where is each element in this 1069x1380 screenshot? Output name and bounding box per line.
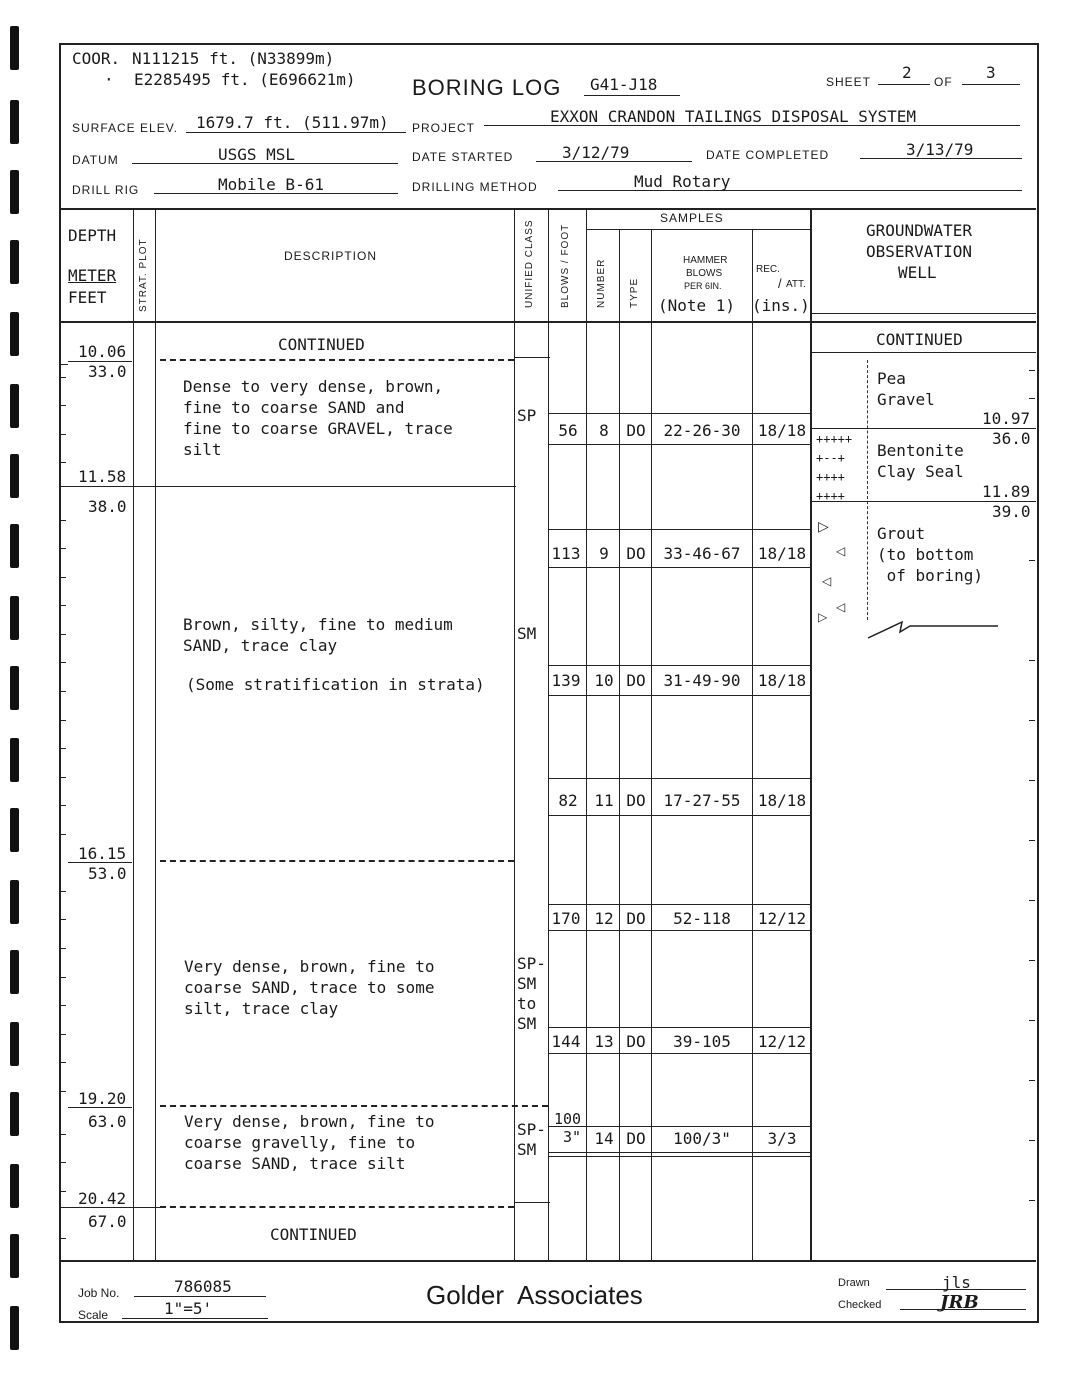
stratum-note: (Some stratification in strata)	[186, 675, 485, 694]
sample-type: DO	[626, 791, 646, 810]
depth-meter: 19.20	[78, 1089, 127, 1108]
scale-label: Scale	[78, 1308, 109, 1322]
sample-type: DO	[626, 1129, 646, 1148]
sample-number: 14	[594, 1129, 614, 1148]
surface-elev-label: SURFACE ELEV.	[72, 121, 178, 135]
surface-elev: 1679.7 ft. (511.97m)	[196, 113, 389, 132]
stratum-description: CONTINUED	[270, 1225, 357, 1244]
sample-type: DO	[626, 1032, 646, 1051]
col-hammer-3: PER 6IN.	[684, 281, 722, 291]
sample-number: 8	[599, 421, 609, 440]
depth-feet: 67.0	[88, 1212, 127, 1231]
sample-rec: 12/12	[757, 909, 807, 928]
col-type: TYPE	[629, 277, 640, 308]
well-depth-meter: 11.89	[982, 482, 1031, 501]
project-value: EXXON CRANDON TAILINGS DISPOSAL SYSTEM	[550, 107, 917, 126]
break-line-icon	[866, 612, 1002, 642]
sheet-total: 3	[986, 63, 996, 82]
project-label: PROJECT	[412, 121, 476, 135]
well-depth-feet: 36.0	[992, 429, 1031, 448]
stratum-description: Dense to very dense, brown, fine to coarse SAND and fine to coarse GRAVEL, trace silt	[183, 377, 453, 459]
datum-value: USGS MSL	[218, 145, 296, 164]
sample-rec: 18/18	[757, 791, 807, 810]
stratum-description: Very dense, brown, fine to coarse SAND, trace to some silt, trace clay	[184, 957, 435, 1018]
depth-meter: 11.58	[78, 467, 127, 486]
sample-blows: 56	[558, 421, 578, 440]
sample-type: DO	[626, 909, 646, 928]
col-rec-units: (ins.)	[752, 296, 810, 315]
depth-feet: 33.0	[88, 362, 127, 381]
well-continued: CONTINUED	[876, 330, 963, 349]
unified-class: SM	[517, 624, 537, 643]
date-started-label: DATE STARTED	[412, 150, 514, 164]
sample-blows: 170	[551, 909, 581, 928]
sheet-of-label: OF	[934, 75, 953, 89]
sample-type: DO	[626, 544, 646, 563]
coor-east: E2285495 ft. (E696621m)	[134, 70, 356, 89]
sample-hammer: 100/3"	[673, 1129, 731, 1148]
sample-rec: 18/18	[757, 421, 807, 440]
col-description: DESCRIPTION	[284, 249, 378, 263]
stratum-description: CONTINUED	[278, 335, 365, 354]
sample-blows: 139	[551, 671, 581, 690]
form-title: BORING LOG	[412, 75, 562, 100]
sample-hammer: 33-46-67	[663, 544, 741, 563]
col-unified-class: UNIFIED CLASS	[524, 219, 535, 308]
drilling-method-label: DRILLING METHOD	[412, 180, 538, 194]
sample-hammer: 22-26-30	[663, 421, 741, 440]
sample-number: 11	[594, 791, 614, 810]
sheet-label: SHEET	[826, 75, 872, 89]
well-depth-meter: 10.97	[982, 409, 1031, 428]
depth-feet: 38.0	[88, 497, 127, 516]
sample-type: DO	[626, 671, 646, 690]
stratum-description: Very dense, brown, fine to coarse gravelly, fine to coarse SAND, trace silt	[184, 1112, 435, 1173]
scale-value: 1"=5'	[164, 1299, 213, 1318]
col-hammer-note: (Note 1)	[658, 296, 736, 315]
col-rec: REC.	[756, 264, 780, 275]
sample-number: 10	[594, 671, 614, 690]
col-hammer-1: HAMMER	[683, 255, 728, 266]
drawn-value: jls	[942, 1273, 971, 1292]
job-number: 786085	[174, 1277, 232, 1296]
well-depth-feet: 39.0	[992, 502, 1031, 521]
sample-rec: 18/18	[757, 544, 807, 563]
drilling-method: Mud Rotary	[634, 172, 731, 191]
col-samples: SAMPLES	[660, 211, 724, 225]
col-meter: METER	[68, 266, 117, 285]
sample-rec: 12/12	[757, 1032, 807, 1051]
date-completed: 3/13/79	[906, 140, 974, 159]
coor-north: N111215 ft. (N33899m)	[132, 49, 335, 68]
depth-feet: 63.0	[88, 1112, 127, 1131]
drill-rig-label: DRILL RIG	[72, 183, 140, 197]
sheet-number: 2	[902, 63, 912, 82]
sample-blows: 100 3"	[554, 1110, 582, 1146]
coor-label: COOR.	[72, 49, 121, 68]
drawn-label: Drawn	[838, 1277, 870, 1289]
col-strat-plot: STRAT. PLOT	[138, 238, 149, 312]
depth-meter: 10.06	[78, 342, 127, 361]
company-name: Golder Associates	[426, 1280, 643, 1310]
sample-type: DO	[626, 421, 646, 440]
well-pea-gravel: Pea Gravel	[877, 369, 935, 409]
well-bentonite: Bentonite Clay Seal	[877, 441, 964, 481]
col-att: ATT.	[786, 279, 806, 290]
sample-blows: 82	[558, 791, 578, 810]
sample-hammer: 52-118	[673, 909, 731, 928]
well-grout: Grout (to bottom of boring)	[877, 524, 983, 585]
col-feet: FEET	[68, 288, 107, 307]
sample-number: 9	[599, 544, 609, 563]
drill-rig: Mobile B-61	[218, 175, 324, 194]
col-hammer-2: BLOWS	[686, 268, 723, 279]
col-well-2: OBSERVATION	[866, 242, 972, 261]
sample-blows: 144	[551, 1032, 581, 1051]
sample-hammer: 31-49-90	[663, 671, 741, 690]
sample-blows: 113	[551, 544, 581, 563]
sample-rec: 18/18	[757, 671, 807, 690]
sample-number: 13	[594, 1032, 614, 1051]
date-completed-label: DATE COMPLETED	[706, 148, 830, 162]
sample-hammer: 17-27-55	[663, 791, 741, 810]
depth-meter: 16.15	[78, 844, 127, 863]
datum-label: DATUM	[72, 153, 119, 167]
boring-id: G41-J18	[590, 75, 658, 94]
col-blows-per-foot: BLOWS / FOOT	[560, 223, 571, 308]
depth-meter: 20.42	[78, 1189, 127, 1208]
col-number: NUMBER	[596, 258, 607, 308]
sample-rec: 3/3	[767, 1129, 797, 1148]
checked-label: Checked	[838, 1299, 882, 1311]
unified-class: SP	[517, 406, 537, 425]
checked-signature: JRB	[940, 1292, 979, 1313]
col-depth: DEPTH	[68, 226, 117, 245]
sample-hammer: 39-105	[673, 1032, 731, 1051]
stratum-description: Brown, silty, fine to medium SAND, trace clay	[183, 615, 453, 655]
job-label: Job No.	[78, 1286, 120, 1300]
depth-feet: 53.0	[88, 864, 127, 883]
col-well-3: WELL	[898, 263, 937, 282]
unified-class: SP- SM to SM	[517, 954, 546, 1033]
date-started: 3/12/79	[562, 143, 630, 162]
sample-number: 12	[594, 909, 614, 928]
unified-class: SP- SM	[517, 1120, 546, 1159]
col-well-1: GROUNDWATER	[866, 221, 972, 240]
